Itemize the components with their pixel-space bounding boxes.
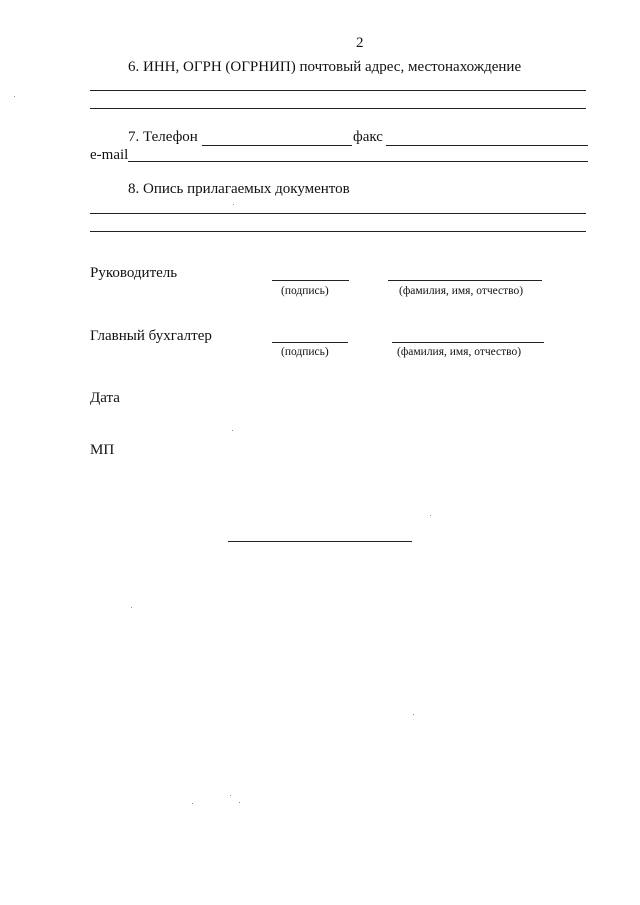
closing-separator-line: [228, 541, 412, 542]
head-name-line: [388, 280, 542, 281]
page-number: 2: [356, 35, 364, 51]
email-fill-line: [128, 161, 588, 162]
fax-label: факс: [353, 129, 383, 145]
section-8-fill-line-1: [90, 213, 586, 214]
scan-speck: [233, 204, 234, 205]
head-signature-line: [272, 280, 349, 281]
section-6-fill-line-2: [90, 108, 586, 109]
scan-speck: [14, 96, 15, 97]
section-8-fill-line-2: [90, 231, 586, 232]
accountant-title: Главный бухгалтер: [90, 328, 212, 344]
scan-speck: [232, 430, 233, 431]
accountant-name-caption: (фамилия, имя, отчество): [397, 346, 522, 358]
section-8-label: 8. Опись прилагаемых документов: [128, 181, 350, 197]
phone-label: 7. Телефон: [128, 129, 198, 145]
scan-speck: [239, 802, 240, 803]
stamp-label: МП: [90, 442, 115, 458]
scan-speck: [192, 803, 193, 804]
scan-speck: [230, 795, 231, 796]
accountant-signature-caption: (подпись): [281, 346, 329, 358]
date-label: Дата: [90, 390, 120, 406]
scan-speck: [131, 607, 132, 608]
fax-fill-line: [386, 145, 588, 146]
phone-fill-line: [202, 145, 352, 146]
scan-speck: [413, 714, 414, 715]
accountant-signature-line: [272, 342, 348, 343]
accountant-name-line: [392, 342, 544, 343]
head-signature-caption: (подпись): [281, 285, 329, 297]
head-name-caption: (фамилия, имя, отчество): [399, 285, 524, 297]
section-6-label: 6. ИНН, ОГРН (ОГРНИП) почтовый адрес, местонахождение: [128, 59, 522, 75]
email-label: e-mail: [90, 147, 129, 163]
section-6-fill-line-1: [90, 90, 586, 91]
scan-speck: [430, 515, 431, 516]
head-title: Руководитель: [90, 265, 178, 281]
